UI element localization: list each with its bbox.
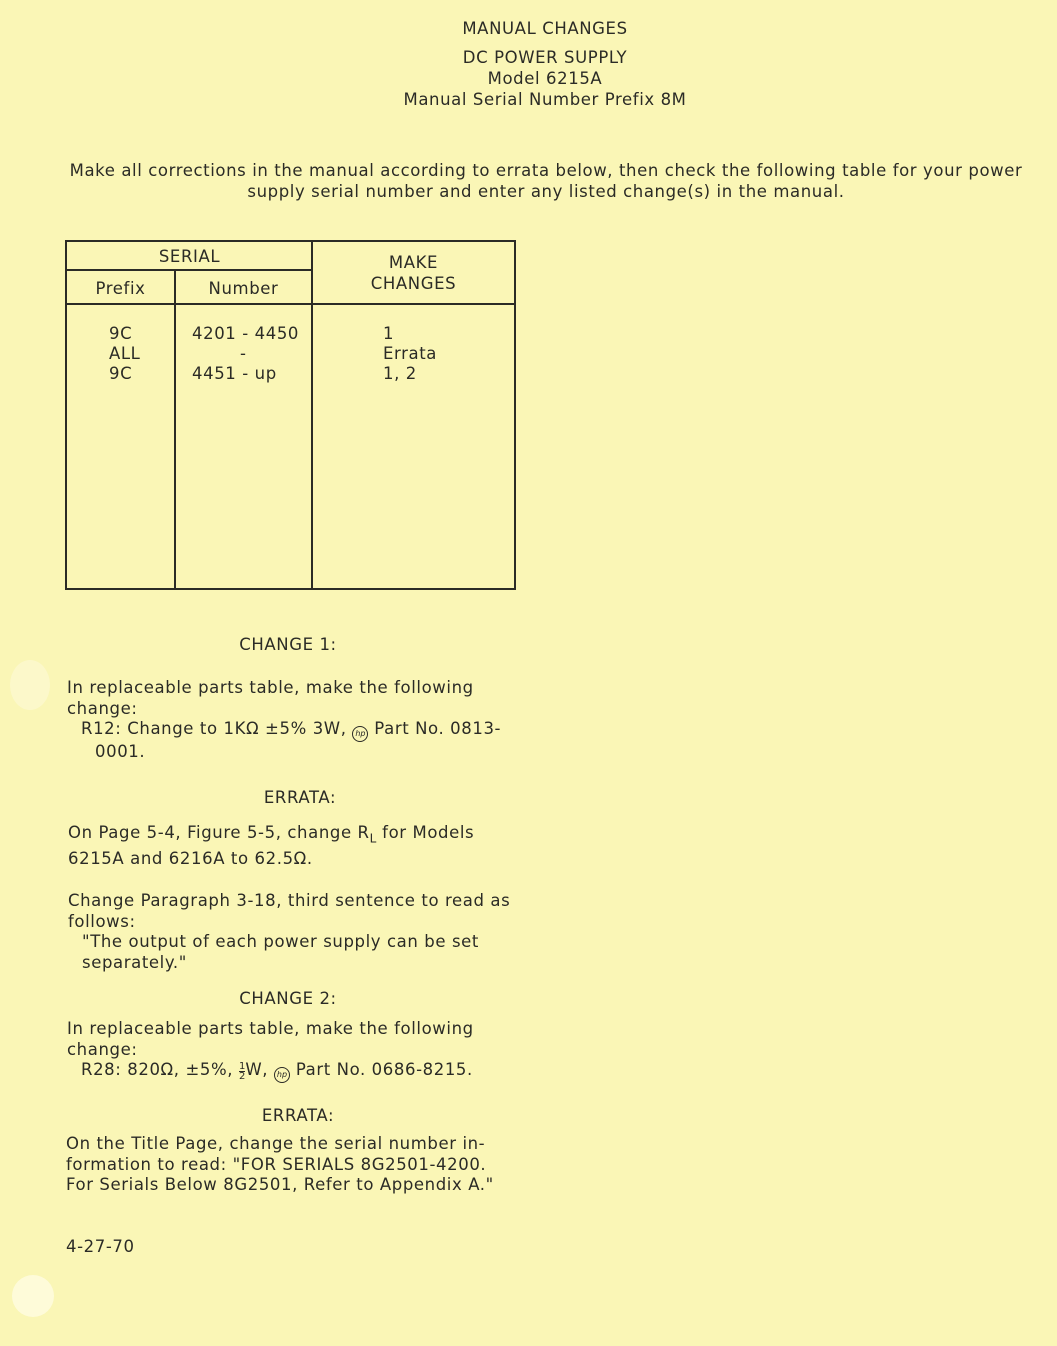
text-line: In replaceable parts table, make the following — [67, 1019, 474, 1038]
errata-text: for Models — [376, 823, 475, 842]
text-line: change: — [67, 698, 138, 718]
intro-line: supply serial number and enter any listed change(s) in the manual. — [247, 182, 845, 201]
intro-paragraph — [60, 160, 1032, 202]
errata1-body — [68, 823, 528, 973]
r28-line — [67, 1060, 527, 1083]
errata2-body — [66, 1134, 536, 1196]
r12-line — [67, 719, 527, 742]
table-divider — [174, 270, 176, 588]
errata-line: follows: — [68, 911, 136, 931]
make-changes-header — [313, 252, 514, 294]
hp-logo-icon: hp — [274, 1067, 290, 1083]
table-cell: - — [240, 344, 247, 363]
errata-text: On Page 5-4, Figure 5-5, change R — [68, 823, 370, 842]
header-title: MANUAL CHANGES — [462, 19, 628, 38]
table-cell: 9C — [109, 324, 133, 343]
paper-spot — [12, 1275, 54, 1317]
prefix-column — [109, 324, 140, 384]
table-cell: 1, 2 — [383, 364, 417, 383]
subscript: L — [369, 831, 377, 846]
table-cell: 1 — [383, 324, 395, 343]
change2-heading: CHANGE 2: — [239, 989, 337, 1008]
paper-spot — [10, 660, 50, 710]
errata-line: formation to read: "FOR SERIALS 8G2501-4200. — [66, 1154, 487, 1174]
footer-date: 4-27-70 — [66, 1237, 135, 1256]
header-model: Model 6215A — [487, 69, 603, 88]
table-divider — [67, 269, 312, 271]
change2-body — [67, 1019, 527, 1083]
table-divider — [67, 303, 514, 305]
errata2-heading: ERRATA: — [261, 1106, 335, 1125]
serial-changes-table — [65, 240, 516, 590]
errata-line — [68, 823, 528, 849]
number-column — [192, 324, 302, 384]
header-product: DC POWER SUPPLY — [462, 48, 628, 67]
prefix-header: Prefix — [95, 279, 146, 298]
change1-body — [67, 678, 527, 763]
table-cell: 4201 - 4450 — [192, 324, 300, 343]
fraction-numerator: 1 — [238, 1061, 246, 1072]
table-cell: ALL — [109, 344, 141, 363]
fraction-denominator: 2 — [238, 1071, 246, 1082]
errata-line: Change Paragraph 3-18, third sentence to read as — [68, 891, 511, 911]
quote-line: "The output of each power supply can be set — [82, 932, 479, 952]
errata-line: On the Title Page, change the serial number in- — [66, 1134, 486, 1153]
change1-heading: CHANGE 1: — [239, 635, 337, 654]
errata-line: For Serials Below 8G2501, Refer to Appendix A." — [66, 1175, 494, 1194]
errata-line: 6215A and 6216A to 62.5Ω. — [68, 848, 313, 868]
table-cell: Errata — [383, 344, 437, 363]
r12-part: Part No. 0813- — [374, 719, 502, 738]
table-cell: 4451 - up — [192, 364, 277, 383]
errata1-heading: ERRATA: — [263, 788, 337, 807]
make-changes-line: CHANGES — [370, 274, 457, 293]
r28-part: Part No. 0686-8215. — [295, 1060, 473, 1079]
make-changes-line: MAKE — [388, 253, 439, 272]
text-line: 0001. — [95, 742, 146, 761]
r12-text: R12: Change to 1KΩ ±5% 3W, — [81, 719, 347, 738]
serial-header: SERIAL — [158, 247, 221, 266]
r28-text: W, — [245, 1060, 269, 1079]
quote-line: separately." — [82, 952, 187, 972]
number-header: Number — [208, 279, 279, 298]
changes-column — [383, 324, 437, 384]
intro-line: Make all corrections in the manual according to errata below, then check the following table for your power — [69, 161, 1023, 180]
table-cell: 9C — [109, 364, 133, 383]
hp-logo-icon: hp — [352, 726, 368, 742]
header-serial-prefix: Manual Serial Number Prefix 8M — [403, 90, 687, 109]
text-line: change: — [67, 1039, 138, 1059]
r28-text: R28: 820Ω, ±5%, — [81, 1060, 234, 1079]
text-line: In replaceable parts table, make the following — [67, 678, 474, 697]
